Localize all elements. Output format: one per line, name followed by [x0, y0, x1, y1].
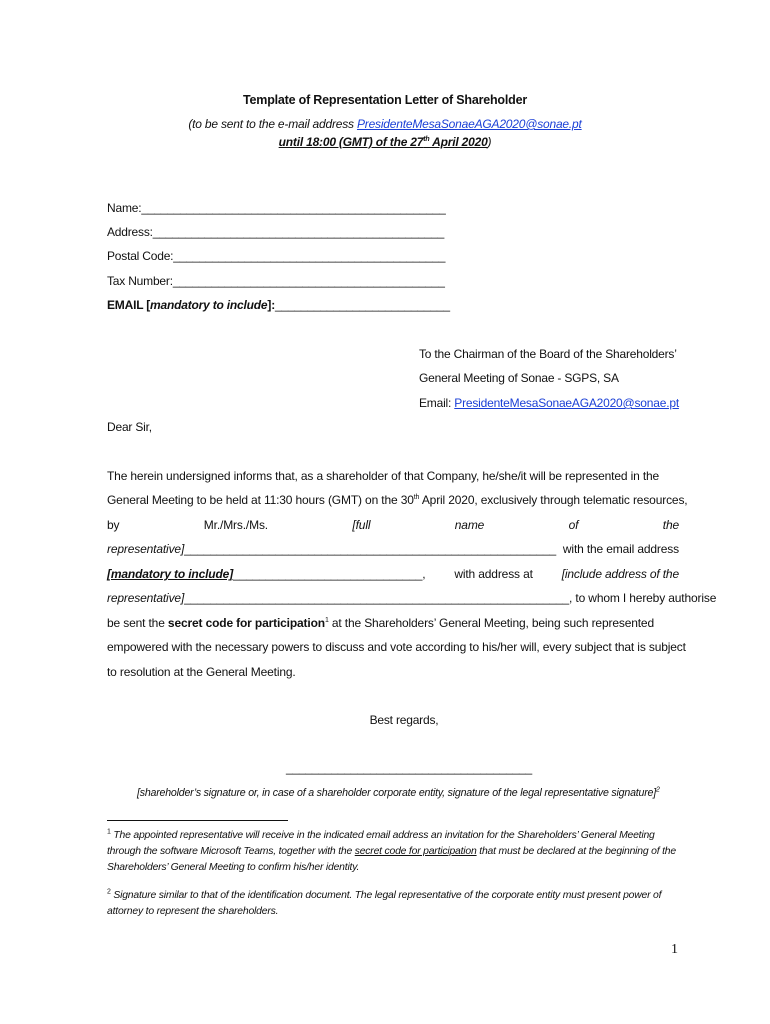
address-field[interactable]: Address:_____________________________________________: [107, 225, 445, 239]
salutation: Dear Sir,: [107, 420, 152, 434]
email-field[interactable]: EMAIL [mandatory to include]:___________________________: [107, 298, 450, 312]
body-line-3: by Mr./Mrs./Ms. [full name of the: [107, 518, 679, 532]
body-line-1: The herein undersigned informs that, as a shareholder of that Company, he/she/it will be represented in the: [107, 469, 660, 483]
postal-code-field[interactable]: Postal Code:__________________________________________: [107, 249, 446, 263]
body-line-5: [mandatory to include]_____________________________, with address at [include address of the: [107, 567, 679, 581]
send-prefix: (to be sent to the e-mail address: [188, 117, 357, 131]
footnote-separator: [107, 820, 288, 821]
closing: Best regards,: [369, 713, 439, 727]
footnote-2: $^2$ Signature similar to that of the identification document. The legal representative of the corporate entity must present power of attorney to represent the shareholders.: [107, 888, 662, 917]
tax-number-field[interactable]: Tax Number:__________________________________________: [107, 274, 445, 288]
recipient-email-link[interactable]: PresidenteMesaSonaeAGA2020@sonae.pt: [454, 396, 679, 410]
signature-caption: [shareholder’s signature or, in case of a shareholder corporate entity, signature of the legal representative signature]$^2$: [137, 786, 660, 799]
deadline: until 18:00 (GMT) of the 27th April 2020): [278, 135, 492, 149]
signature-line[interactable]: ______________________________________: [286, 761, 533, 775]
recipient-line-2: General Meeting of Sonae - SGPS, SA: [419, 371, 619, 385]
footnote-1: $^1$ The appointed representative will receive in the indicated email address an invitation for the Shareholders’ General Meeting through the software Microsoft Teams, together with the secret code for participation that must be declared at the beginning of the Shareholders’ General Meeting to confirm his/her identity.: [107, 828, 676, 873]
body-line-9: to resolution at the General Meeting.: [107, 665, 296, 679]
chairman-email-link[interactable]: PresidenteMesaSonaeAGA2020@sonae.pt: [356, 117, 582, 131]
send-instruction: [0, 117, 770, 131]
recipient-line-1: To the Chairman of the Board of the Shareholders’: [419, 347, 677, 361]
body-line-6: representative]___________________________________________________________, to whom I hereby authorise: [107, 591, 717, 605]
body-line-7: be sent the secret code for participation$^1$ at the Shareholders’ General Meeting, being such represented: [107, 616, 654, 630]
page-number: 1: [671, 942, 678, 957]
deadline-text: until 18:00 (GMT) of the 27th April 2020: [278, 135, 488, 149]
body-line-8: empowered with the necessary powers to discuss and vote according to his/her will, every subject that is subject: [107, 640, 686, 654]
body-line-4: representative]_________________________________________________________ with the email address: [107, 542, 679, 556]
recipient-email: Email: PresidenteMesaSonaeAGA2020@sonae.pt: [419, 396, 679, 410]
document-title: Template of Representation Letter of Shareholder: [243, 93, 527, 107]
body-line-2: General Meeting to be held at 11:30 hours (GMT) on the 30th April 2020, exclusively through telematic resources,: [107, 493, 688, 507]
name-field[interactable]: Name:_______________________________________________: [107, 201, 446, 215]
